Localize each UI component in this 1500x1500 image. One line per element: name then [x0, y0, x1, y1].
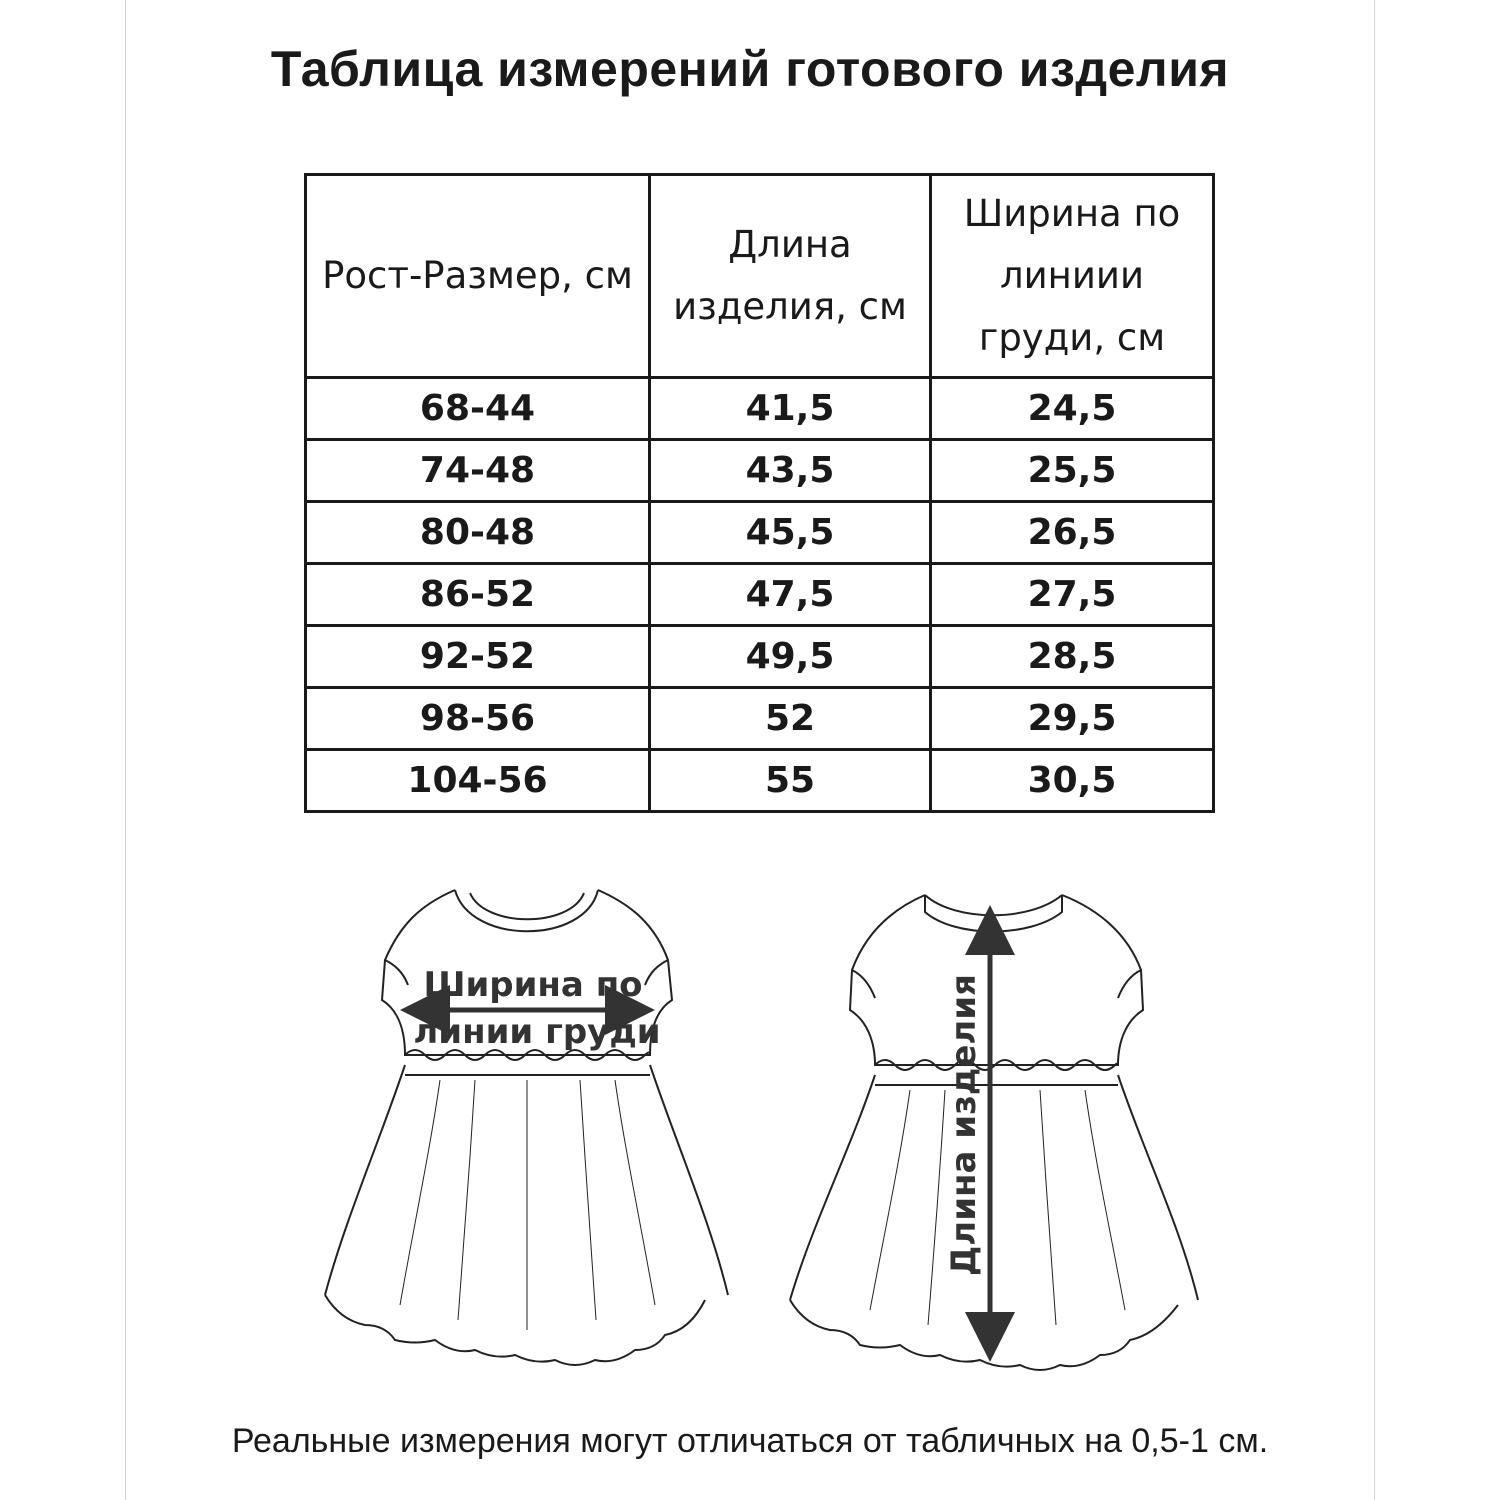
cell-width: 29,5	[931, 688, 1214, 750]
chest-width-label-line1: Ширина по	[423, 965, 643, 1005]
header-height-size: Рост-Размер, см	[306, 175, 650, 378]
header-chest-width: Ширина по линиии груди, см	[931, 175, 1214, 378]
cell-size: 104-56	[306, 750, 650, 812]
cell-size: 98-56	[306, 688, 650, 750]
cell-size: 68-44	[306, 378, 650, 440]
length-label: Длина изделия	[944, 974, 984, 1276]
header-length: Длина изделия, см	[650, 175, 931, 378]
dress-front-illustration	[325, 890, 728, 1365]
cell-length: 55	[650, 750, 931, 812]
cell-length: 41,5	[650, 378, 931, 440]
dress-back-illustration	[790, 895, 1198, 1370]
chest-width-label-line2: линии груди	[413, 1012, 661, 1052]
cell-length: 49,5	[650, 626, 931, 688]
cell-width: 27,5	[931, 564, 1214, 626]
cell-width: 25,5	[931, 440, 1214, 502]
cell-length: 45,5	[650, 502, 931, 564]
cell-size: 86-52	[306, 564, 650, 626]
footer-note: Реальные измерения могут отличаться от табличных на 0,5-1 см.	[231, 1422, 1269, 1460]
cell-width: 24,5	[931, 378, 1214, 440]
cell-length: 43,5	[650, 440, 931, 502]
cell-width: 30,5	[931, 750, 1214, 812]
cell-width: 28,5	[931, 626, 1214, 688]
cell-size: 80-48	[306, 502, 650, 564]
cell-size: 74-48	[306, 440, 650, 502]
cell-length: 52	[650, 688, 931, 750]
page-title: Таблица измерений готового изделия	[270, 41, 1230, 97]
cell-width: 26,5	[931, 502, 1214, 564]
cell-length: 47,5	[650, 564, 931, 626]
cell-size: 92-52	[306, 626, 650, 688]
